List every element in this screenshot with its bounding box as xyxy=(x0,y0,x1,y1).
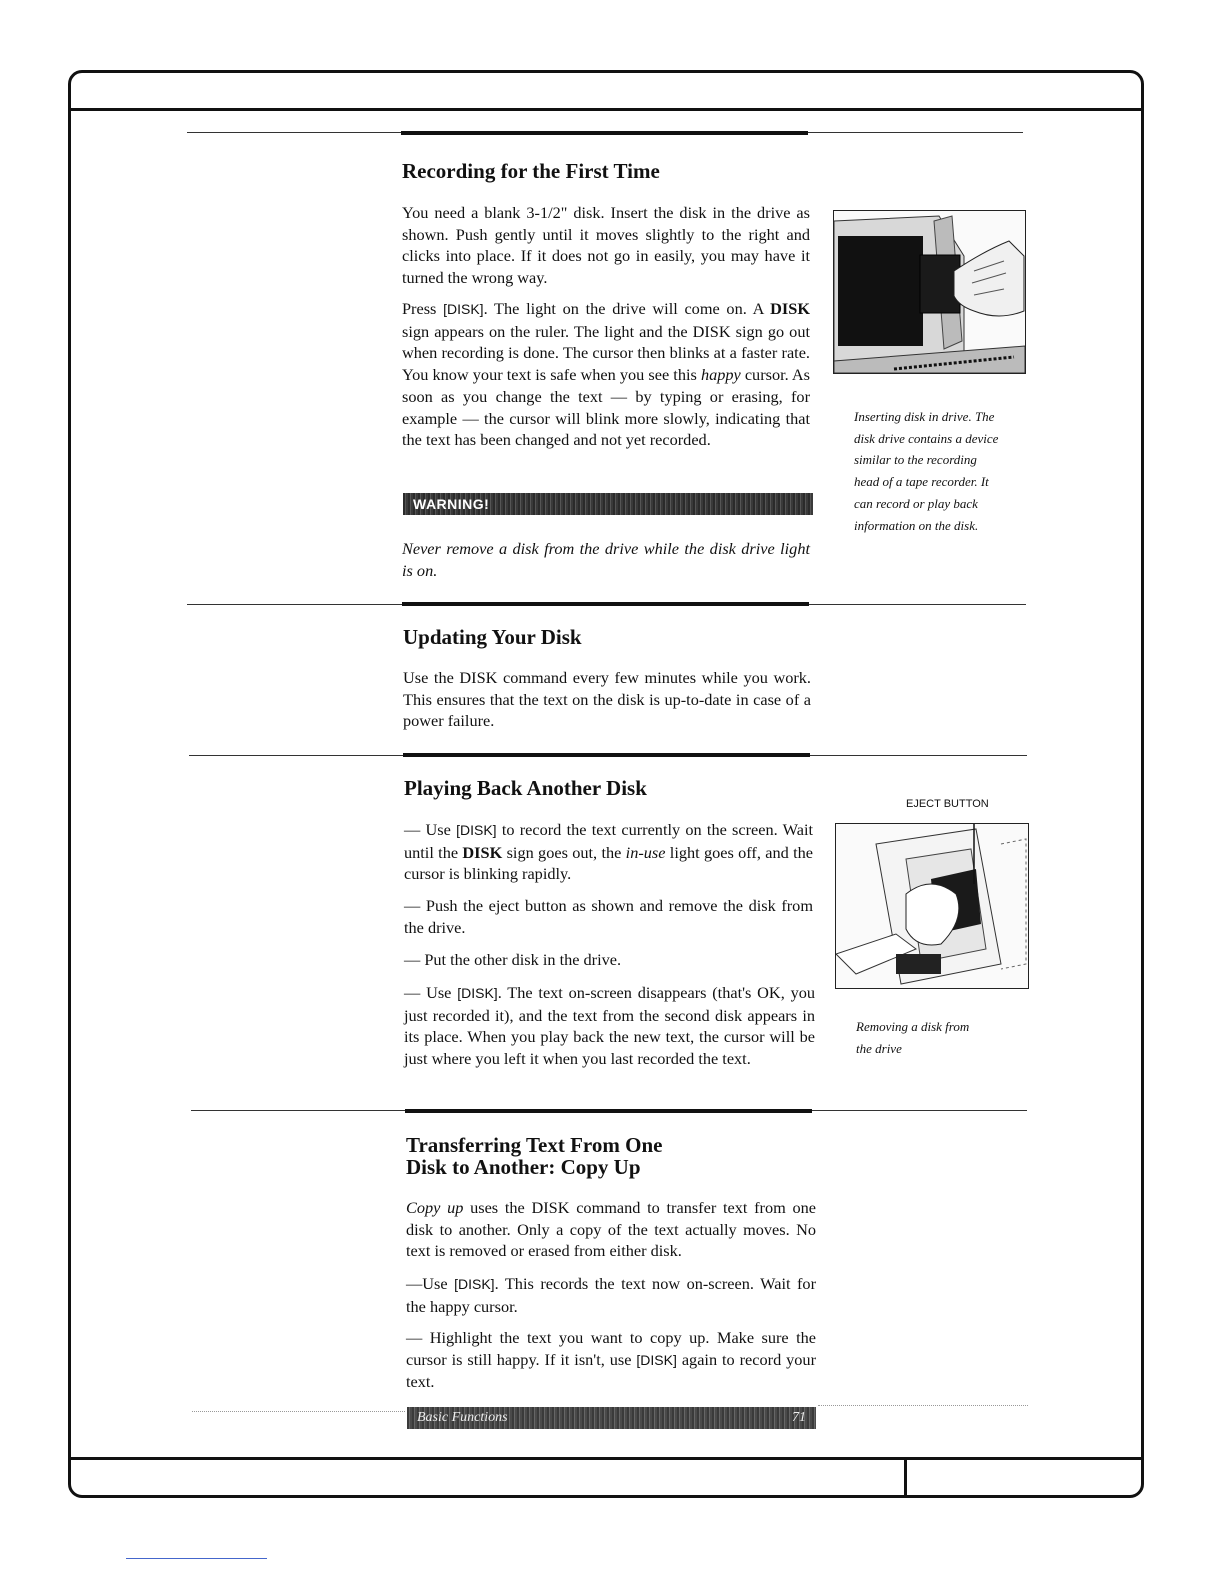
warning-label: WARNING! xyxy=(413,496,490,512)
disk-key: [DISK] xyxy=(457,985,498,1001)
section-title-recording: Recording for the First Time xyxy=(402,159,660,183)
figure-caption-removing: Removing a disk from the drive xyxy=(856,1019,970,1056)
frame-footer-divider xyxy=(904,1458,907,1496)
paragraph-copy-up-3: — Highlight the text you want to copy up. Make sure the cursor is still happy. If it isn't, use [DISK] again to record your text. xyxy=(406,1328,816,1392)
footer-dotted-rule xyxy=(192,1411,405,1412)
paragraph-recording-2: Press [DISK]. The light on the drive will come on. A DISK sign appears on the ruler. The light and the DISK sign go out when recording is done. The cursor then blinks at a faster rate. You know your text is safe when you see this happy cursor. As soon as you change the text — by typing or erasing, for example — the cursor will blink more slowly, indicating that the text has been changed and not yet recorded. xyxy=(402,299,810,450)
paragraph-updating: Use the DISK command every few minutes while you work. This ensures that the text on the disk is up-to-date in case of a power failure. xyxy=(403,668,811,731)
step-other-disk: — Put the other disk in the drive. xyxy=(404,950,622,969)
footer-bar xyxy=(407,1407,816,1429)
eject-button-label: EJECT BUTTON xyxy=(906,798,989,810)
paragraph-copy-up-1: Copy up uses the DISK command to transfer text from one disk to another. Only a copy of the text actually moves. No text is removed or erased from either disk. xyxy=(406,1198,816,1261)
footer-dotted-rule xyxy=(818,1405,1028,1406)
bottom-link-rule xyxy=(126,1558,267,1559)
step-use-disk: — Use [DISK] to record the text currently on the screen. Wait until the DISK sign goes out, the in-use light goes off, and the cursor is blinking rapidly. xyxy=(404,820,813,884)
warning-bar xyxy=(403,493,813,515)
eject-disk-illustration xyxy=(835,823,1029,989)
disk-key: [DISK] xyxy=(456,822,497,838)
footer-section-name: Basic Functions xyxy=(417,1410,508,1425)
section-rule-thick xyxy=(401,131,808,135)
section-rule-thick xyxy=(402,602,809,606)
disk-drive-illustration xyxy=(833,210,1026,374)
disk-key: [DISK] xyxy=(636,1351,677,1368)
frame-header-rule xyxy=(68,108,1144,111)
disk-key: [DISK] xyxy=(454,1276,495,1292)
paragraph-recording-1: You need a blank 3-1/2" disk. Insert the disk in the drive as shown. Push gently until it moves slightly to the right and clicks into place. If it does not go in easily, you may have it turned the wrong way. xyxy=(402,203,810,288)
step-push-eject: — Push the eject button as shown and remove the disk from the drive. xyxy=(404,896,813,937)
section-title-playing-back: Playing Back Another Disk xyxy=(404,776,647,800)
step-use-disk-again: — Use [DISK]. The text on-screen disappears (that's OK, you just recorded it), and the text from the second disk appears in its place. When you play back the new text, the cursor will be just where you left it when you last recorded the text. xyxy=(404,983,815,1069)
section-rule-thick xyxy=(403,753,810,757)
section-rule-thick xyxy=(405,1109,812,1113)
section-title-updating: Updating Your Disk xyxy=(403,625,582,649)
disk-key: [DISK] xyxy=(443,301,484,317)
paragraph-copy-up-2: —Use [DISK]. This records the text now on-screen. Wait for the happy cursor. xyxy=(406,1274,816,1316)
footer-page-number: 71 xyxy=(792,1410,806,1425)
section-title-copy-up: Transferring Text From One Disk to Another: Copy Up xyxy=(406,1133,663,1179)
figure-caption-inserting: Inserting disk in drive. The disk drive contains a device similar to the recording head of a tape recorder. It can record or play back information on the disk. xyxy=(854,409,999,533)
frame-footer-rule xyxy=(68,1457,1144,1460)
warning-text: Never remove a disk from the drive while the disk drive light is on. xyxy=(402,539,810,580)
